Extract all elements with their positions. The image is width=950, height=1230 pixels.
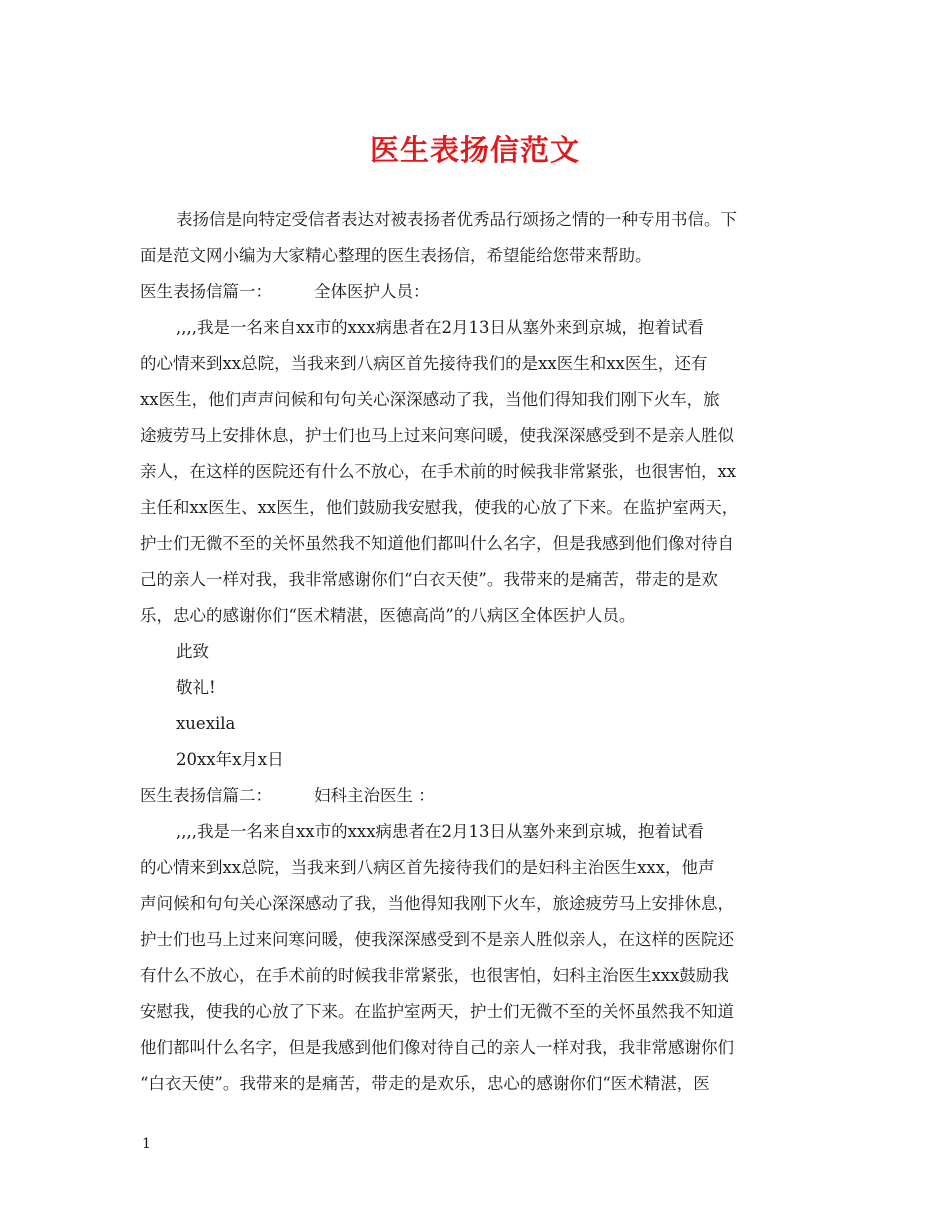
section-heading: 医生表扬信篇二： 妇科主治医生 ： [140, 786, 435, 805]
body-line: 护士们也马上过来问寒问暖，使我深深感受到不是亲人胜似亲人，在这样的医院还 [140, 930, 734, 949]
body-line: ,,,,我是一名来自xx市的xxx病患者在2月13日从塞外来到京城，抱着试看 [176, 822, 704, 841]
body-line: ,,,,我是一名来自xx市的xxx病患者在2月13日从塞外来到京城，抱着试看 [176, 318, 704, 337]
body-line: 的心情来到xx总院，当我来到八病区首先接待我们的是xx医生和xx医生，还有 [140, 354, 708, 373]
body-line: xx医生，他们声声问候和句句关心深深感动了我，当他们得知我们刚下火车，旅 [140, 390, 720, 409]
body-line: 他们都叫什么名字，但是我感到他们像对待自己的亲人一样对我，我非常感谢你们 [140, 1038, 734, 1057]
body-line: 己的亲人一样对我，我非常感谢你们“白衣天使”。我带来的是痛苦，带走的是欢 [140, 570, 718, 589]
body-line: 的心情来到xx总院，当我来到八病区首先接待我们的是妇科主治医生xxx，他声 [140, 858, 715, 877]
body-line: 面是范文网小编为大家精心整理的医生表扬信，希望能给您带来帮助。 [140, 246, 652, 265]
closing-line: 敬礼! [176, 678, 216, 697]
date-line: 20xx年x月x日 [176, 750, 284, 769]
page-number: 1 [142, 1136, 151, 1152]
body-line: 护士们无微不至的关怀虽然我不知道他们都叫什么名字，但是我感到他们像对待自 [140, 534, 734, 553]
body-line: 有什么不放心，在手术前的时候我非常紧张，也很害怕，妇科主治医生xxx鼓励我 [140, 966, 729, 985]
body-line: “白衣天使”。我带来的是痛苦，带走的是欢乐，忠心的感谢你们“医术精湛，医 [140, 1074, 710, 1093]
body-line: 声问候和句句关心深深感动了我，当他得知我刚下火车，旅途疲劳马上安排休息， [140, 894, 734, 913]
document-title: 医生表扬信范文 [369, 133, 580, 167]
body-line: 主任和xx医生、xx医生，他们鼓励我安慰我，使我的心放了下来。在监护室两天， [140, 498, 739, 517]
body-line: 表扬信是向特定受信者表达对被表扬者优秀品行颂扬之情的一种专用书信。下 [176, 210, 737, 229]
body-line: 安慰我，使我的心放了下来。在监护室两天，护士们无微不至的关怀虽然我不知道 [140, 1002, 734, 1021]
body-line: 乐，忠心的感谢你们“医术精湛，医德高尚”的八病区全体医护人员。 [140, 606, 636, 625]
section-heading: 医生表扬信篇一： 全体医护人员： [140, 282, 430, 301]
body-line: 途疲劳马上安排休息，护士们也马上过来问寒问暖，使我深深感受到不是亲人胜似 [140, 426, 734, 445]
signature-line: xuexila [176, 714, 236, 733]
closing-line: 此致 [176, 642, 209, 661]
body-line: 亲人，在这样的医院还有什么不放心，在手术前的时候我非常紧张，也很害怕，xx [140, 462, 737, 481]
